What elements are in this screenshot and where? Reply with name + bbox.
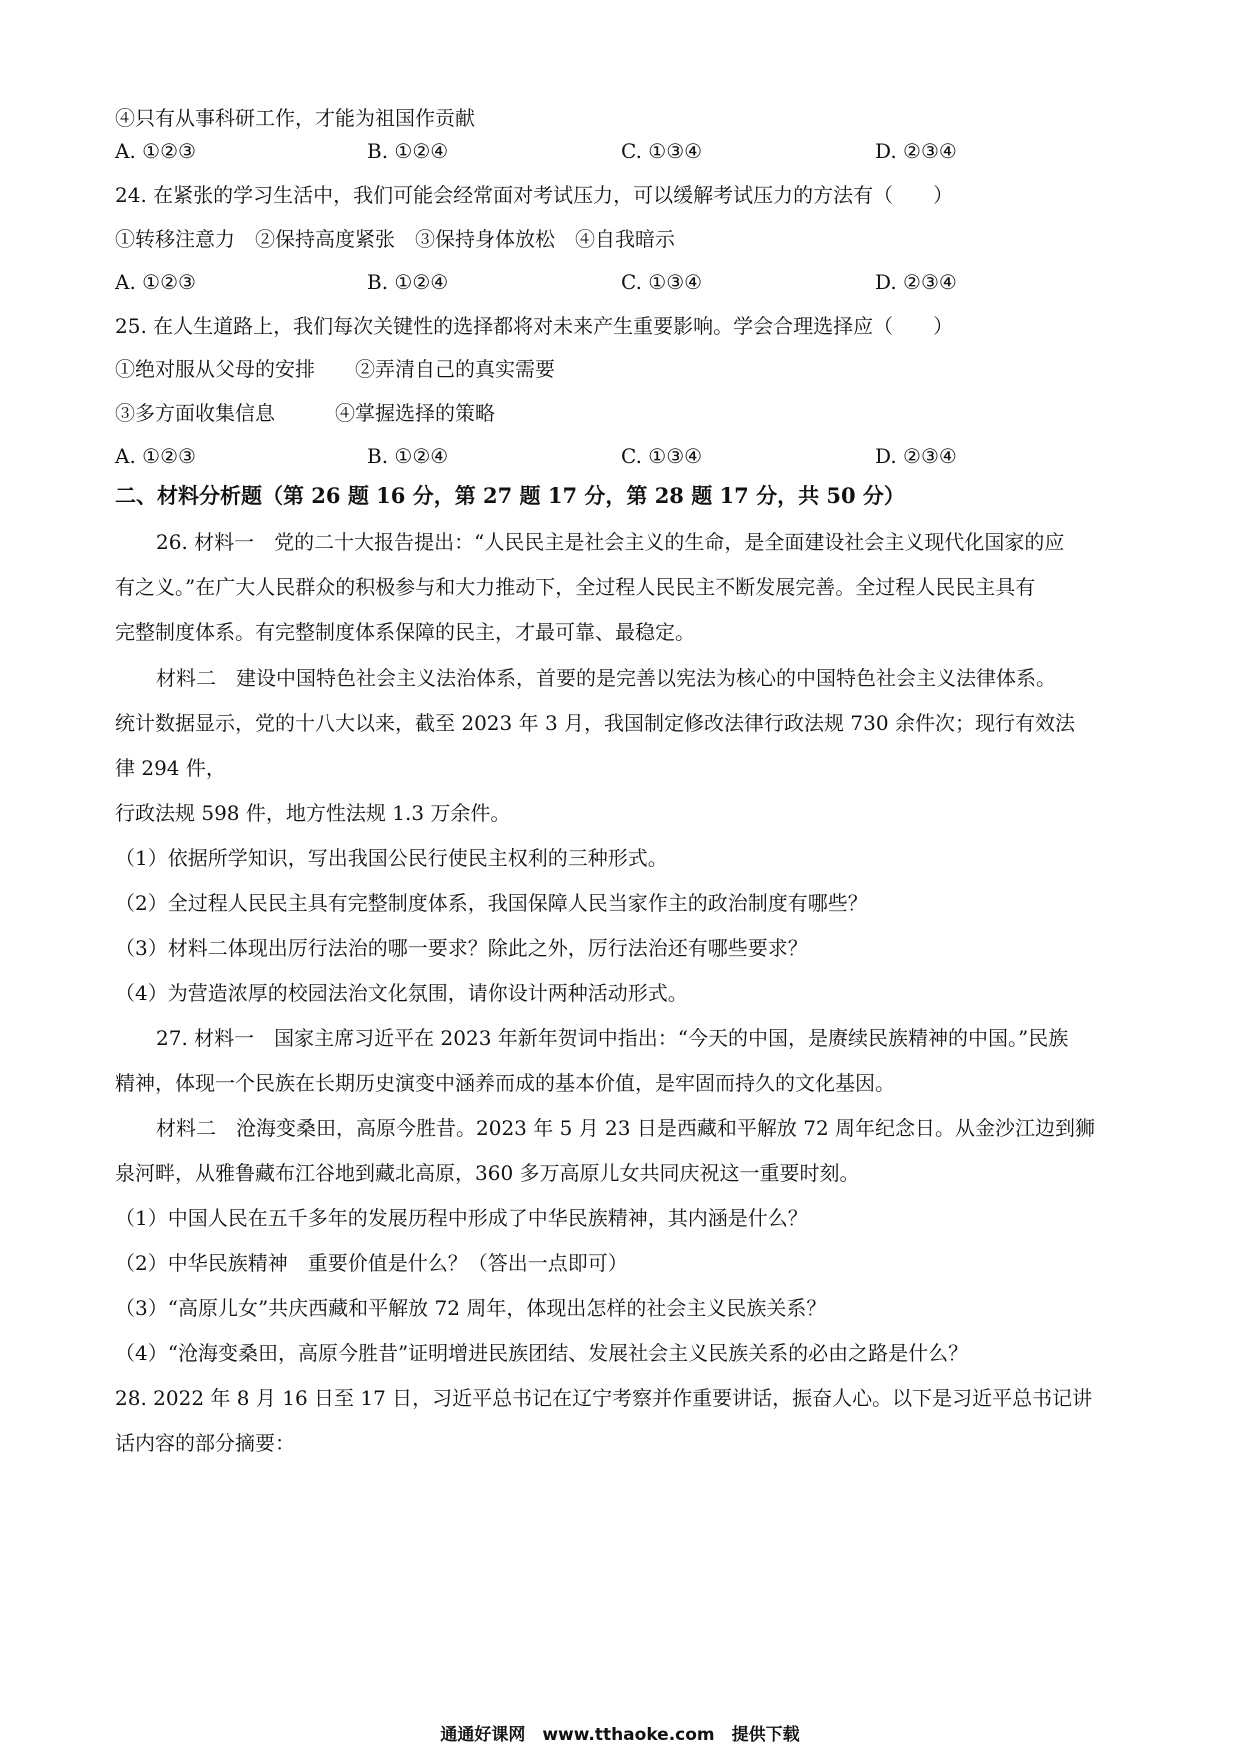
- q27-material-2-line-2: 泉河畔，从雅鲁藏布江谷地到藏北高原，360 多万高原儿女共同庆祝这一重要时刻。: [115, 1161, 860, 1185]
- q26-material-1-line-2: 有之义。”在广大人民群众的积极参与和大力推动下，全过程人民民主不断发展完善。全过程人民民主具有: [115, 575, 1036, 599]
- q26-material-1-line-3: 完整制度体系。有完整制度体系保障的民主，才最可靠、最稳定。: [115, 620, 695, 644]
- q26-material-2-line-1: 材料二 建设中国特色社会主义法治体系，首要的是完善以宪法为核心的中国特色社会主义法律体系。: [156, 666, 1056, 690]
- q25-stem: 25. 在人生道路上，我们每次关键性的选择都将对未来产生重要影响。学会合理选择应（ ）: [115, 314, 954, 338]
- q25-options: [115, 441, 1125, 471]
- q25-items-line-1: ①绝对服从父母的安排 ②弄清自己的真实需要: [115, 357, 555, 381]
- q24-option-a: A. ①②③: [115, 270, 196, 294]
- q25-option-c: C. ①③④: [621, 444, 703, 468]
- q27-material-1-line-1: 27. 材料一 国家主席习近平在 2023 年新年贺词中指出：“今天的中国，是赓续民族精神的中国。”民族: [156, 1026, 1069, 1050]
- q24-items: ①转移注意力 ②保持高度紧张 ③保持身体放松 ④自我暗示: [115, 227, 675, 251]
- q28-line-1: 28. 2022 年 8 月 16 日至 17 日，习近平总书记在辽宁考察并作重要讲话，振奋人心。以下是习近平总书记讲: [115, 1386, 1093, 1410]
- q26-material-2-line-2: 统计数据显示，党的十八大以来，截至 2023 年 3 月，我国制定修改法律行政法规 730 余件次；现行有效法: [115, 711, 1075, 735]
- q27-material-2-line-1: 材料二 沧海变桑田，高原今胜昔。2023 年 5 月 23 日是西藏和平解放 72 周年纪念日。从金沙江边到狮: [156, 1116, 1096, 1140]
- q26-material-1-line-1: 26. 材料一 党的二十大报告提出：“人民民主是社会主义的生命，是全面建设社会主义现代化国家的应: [156, 530, 1065, 554]
- q27-subquestion-3: （3）“高原儿女”共庆西藏和平解放 72 周年，体现出怎样的社会主义民族关系？: [115, 1296, 827, 1320]
- q26-subquestion-3: （3）材料二体现出厉行法治的哪一要求？除此之外，厉行法治还有哪些要求？: [115, 936, 808, 960]
- q24-option-b: B. ①②④: [367, 270, 449, 294]
- q23-option-b: B. ①②④: [367, 139, 449, 163]
- q24-stem: 24. 在紧张的学习生活中，我们可能会经常面对考试压力，可以缓解考试压力的方法有（ ）: [115, 183, 954, 207]
- q27-material-1-line-2: 精神，体现一个民族在长期历史演变中涵养而成的基本价值，是牢固而持久的文化基因。: [115, 1071, 895, 1095]
- q27-subquestion-2: （2）中华民族精神 重要价值是什么？（答出一点即可）: [115, 1251, 628, 1275]
- q27-subquestion-1: （1）中国人民在五千多年的发展历程中形成了中华民族精神，其内涵是什么？: [115, 1206, 808, 1230]
- q23-item-4: ④只有从事科研工作，才能为祖国作贡献: [115, 106, 475, 130]
- q27-subquestion-4: （4）“沧海变桑田，高原今胜昔”证明增进民族团结、发展社会主义民族关系的必由之路是什么？: [115, 1341, 969, 1365]
- q26-subquestion-1: （1）依据所学知识，写出我国公民行使民主权利的三种形式。: [115, 846, 668, 870]
- q24-option-d: D. ②③④: [875, 270, 957, 294]
- q23-options: [115, 136, 1125, 166]
- q23-option-d: D. ②③④: [875, 139, 957, 163]
- q25-option-b: B. ①②④: [367, 444, 449, 468]
- q24-option-c: C. ①③④: [621, 270, 703, 294]
- q25-option-a: A. ①②③: [115, 444, 196, 468]
- q23-option-a: A. ①②③: [115, 139, 196, 163]
- q28-line-2: 话内容的部分摘要：: [115, 1431, 295, 1455]
- q23-option-c: C. ①③④: [621, 139, 703, 163]
- q24-options: [115, 267, 1125, 297]
- section-title: 二、材料分析题（第 26 题 16 分，第 27 题 17 分，第 28 题 17 分，共 50 分）: [115, 483, 905, 508]
- q26-subquestion-4: （4）为营造浓厚的校园法治文化氛围，请你设计两种活动形式。: [115, 981, 688, 1005]
- q26-material-2-line-3: 律 294 件，: [115, 756, 226, 780]
- q25-items-line-2: ③多方面收集信息 ④掌握选择的策略: [115, 401, 495, 425]
- q25-option-d: D. ②③④: [875, 444, 957, 468]
- footer-source: 通通好课网 www.tthaoke.com 提供下载: [440, 1725, 800, 1745]
- q26-material-2-line-4: 行政法规 598 件，地方性法规 1.3 万余件。: [115, 801, 511, 825]
- q26-subquestion-2: （2）全过程人民民主具有完整制度体系，我国保障人民当家作主的政治制度有哪些？: [115, 891, 868, 915]
